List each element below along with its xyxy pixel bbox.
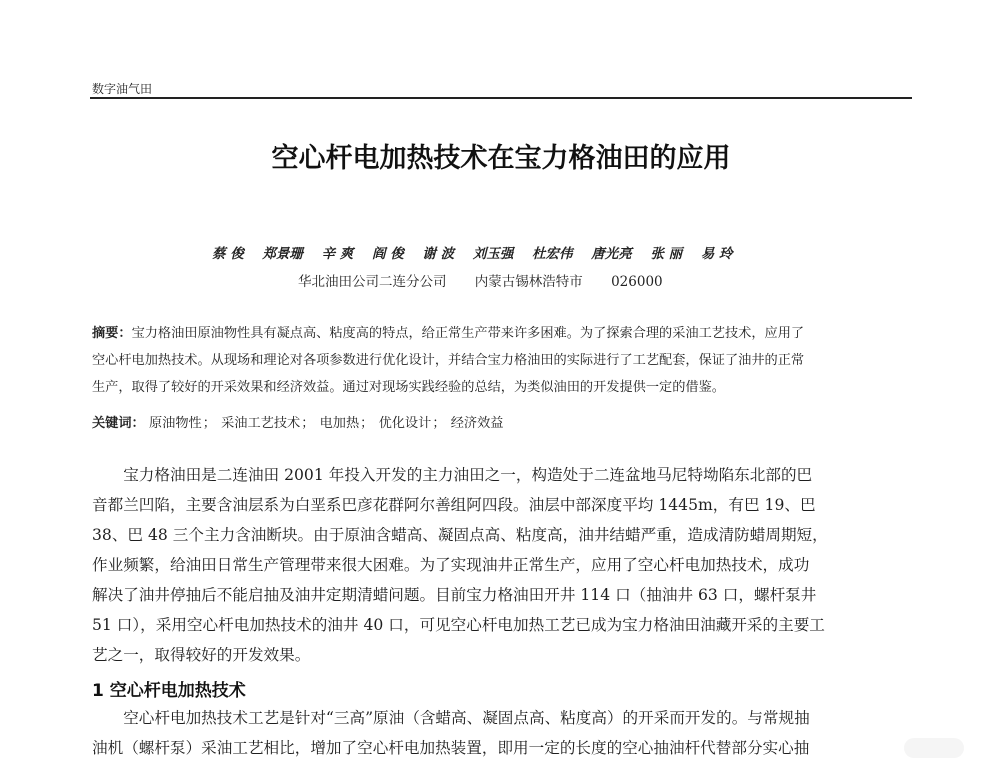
- article-title: 空心杆电加热技术在宝力格油田的应用: [271, 143, 731, 174]
- section1-paragraph: [92, 703, 914, 763]
- keywords-label: 关键词：: [92, 416, 145, 431]
- keyword: 采油工艺技术: [221, 416, 301, 431]
- affiliation-postcode: 026000: [611, 274, 663, 290]
- keyword: 电加热: [319, 416, 360, 431]
- paragraph-line: 油机（螺杆泵）采油工艺相比，增加了空心杆电加热装置，即用一定的长度的空心抽油杆代替部分实心抽: [92, 739, 810, 757]
- section-heading: 1 空心杆电加热技术: [92, 681, 246, 701]
- abstract-line: 生产，取得了较好的开采效果和经济效益。通过对现场实践经验的总结，为类似油田的开发提供一定的借鉴。: [92, 380, 725, 395]
- journal-section-label: 数字油气田: [92, 82, 153, 96]
- abstract-line: 空心杆电加热技术。从现场和理论对各项参数进行优化设计，并结合宝力格油田的实际进行了工艺配套，保证了油井的正常: [92, 353, 805, 368]
- abstract: [92, 320, 912, 401]
- author-name: 易 玲: [700, 246, 733, 262]
- author-name: 郑景珊: [262, 246, 303, 262]
- author-name: 刘玉强: [472, 246, 514, 262]
- author-name: 张 丽: [650, 246, 683, 262]
- paragraph-line: 空心杆电加热技术工艺是针对“三高”原油（含蜡高、凝固点高、粘度高）的开采而开发的。与常规抽: [92, 709, 810, 727]
- author-name: 蔡 俊: [212, 246, 244, 262]
- paragraph-line: 解决了油井停抽后不能启抽及油井定期清蜡问题。目前宝力格油田开井 114 口（抽油井 63 口，螺杆泵井: [92, 586, 817, 604]
- author-list: [212, 242, 747, 262]
- affiliation: [298, 270, 687, 290]
- paragraph-line: 作业频繁，给油田日常生产管理带来很大困难。为了实现油井正常生产，应用了空心杆电加热技术，成功: [92, 556, 810, 574]
- header-divider: [90, 97, 912, 99]
- intro-paragraph: [92, 460, 914, 670]
- author-name: 辛 爽: [321, 246, 354, 262]
- author-name: 阎 俊: [372, 246, 404, 262]
- abstract-text: 宝力格油田原油物性具有凝点高、粘度高的特点，给正常生产带来许多困难。为了探索合理的采油工艺技术，应用了: [131, 326, 805, 341]
- author-name: 唐光亮: [591, 246, 632, 262]
- paragraph-line: 音都兰凹陷，主要含油层系为白垩系巴彦花群阿尔善组阿四段。油层中部深度平均 1445m，有巴 19、巴: [92, 496, 816, 514]
- affiliation-city: 内蒙古锡林浩特市: [474, 274, 583, 290]
- abstract-line: [92, 320, 912, 347]
- scan-smudge: [904, 738, 964, 758]
- paragraph-line: 51 口），采用空心杆电加热技术的油井 40 口，可见空心杆电加热工艺已成为宝力格油田油藏开采的主要工: [92, 616, 825, 634]
- keyword: 原油物性: [148, 416, 202, 431]
- paragraph-line: 38、巴 48 三个主力含油断块。由于原油含蜡高、凝固点高、粘度高，油井结蜡严重，造成清防蜡周期短，: [92, 526, 828, 544]
- keyword: 经济效益: [450, 416, 504, 431]
- paragraph-line: 宝力格油田是二连油田 2001 年投入开发的主力油田之一，构造处于二连盆地马尼特坳陷东北部的巴: [92, 466, 813, 484]
- author-name: 谢 波: [422, 246, 455, 262]
- keyword: 优化设计: [378, 416, 432, 431]
- affiliation-org: 华北油田公司二连分公司: [298, 274, 447, 290]
- author-name: 杜宏伟: [532, 246, 573, 262]
- abstract-label: 摘要：: [92, 326, 132, 341]
- keywords: 关键词： 原油物性； 采油工艺技术； 电加热； 优化设计； 经济效益: [92, 416, 504, 431]
- paragraph-line: 艺之一，取得较好的开发效果。: [92, 646, 311, 664]
